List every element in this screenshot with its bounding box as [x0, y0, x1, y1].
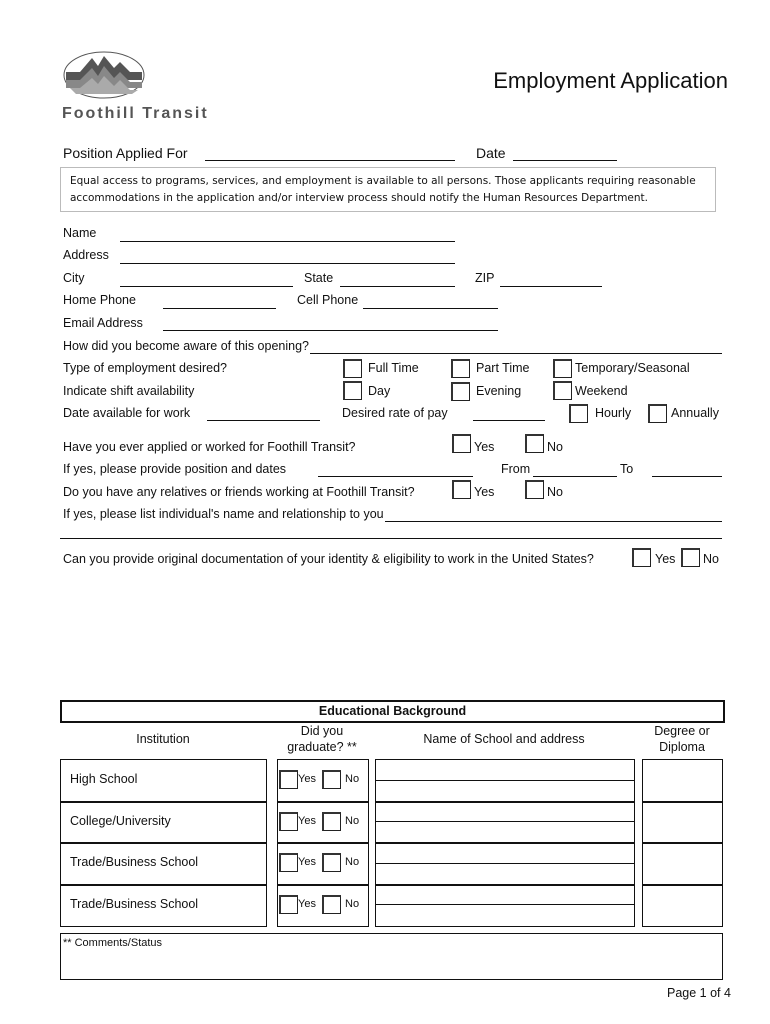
yes-label: Yes — [298, 897, 316, 910]
temporary-checkbox[interactable] — [553, 359, 572, 378]
relatives-label: Do you have any relatives or friends working at Foothill Transit? — [63, 485, 415, 499]
state-label: State — [304, 271, 334, 285]
degree-input[interactable] — [642, 842, 723, 886]
notice-line: Equal access to programs, services, and employment is available to all persons. Those applicants requiring reasonable — [70, 175, 696, 187]
no-label: No — [345, 773, 360, 785]
if-yes-list-label: If yes, please list individual's name and relationship to you — [63, 507, 384, 521]
school-address-input[interactable] — [375, 904, 634, 905]
degree-input[interactable] — [642, 759, 723, 803]
date-available-label: Date available for work — [63, 406, 191, 420]
annually-label: Annually — [671, 406, 719, 420]
institution-label: College/University — [70, 813, 171, 828]
institution-label: Trade/Business School — [70, 896, 199, 911]
cell-phone-input[interactable] — [363, 308, 498, 309]
full-time-checkbox[interactable] — [343, 359, 362, 378]
zip-input[interactable] — [500, 286, 602, 287]
documentation-no-checkbox[interactable] — [681, 548, 700, 567]
graduated-yes-checkbox[interactable] — [279, 770, 298, 789]
school-name-input[interactable] — [375, 884, 635, 928]
state-input[interactable] — [340, 286, 455, 287]
shift-label: Indicate shift availability — [63, 384, 195, 398]
relatives-no-checkbox[interactable] — [525, 480, 544, 499]
no-label: No — [547, 485, 563, 499]
from-label: From — [501, 462, 531, 476]
to-label: To — [620, 462, 634, 476]
institution-label: High School — [70, 772, 138, 786]
part-time-checkbox[interactable] — [451, 359, 470, 378]
institution-label: Trade/Business School — [70, 855, 199, 869]
weekend-checkbox[interactable] — [553, 381, 572, 400]
if-yes-position-label: If yes, please provide position and dates — [63, 462, 287, 476]
position-dates-input[interactable] — [318, 476, 473, 477]
yes-label: Yes — [474, 485, 495, 499]
evening-label: Evening — [476, 384, 522, 398]
home-phone-input[interactable] — [163, 308, 276, 309]
relatives-yes-checkbox[interactable] — [452, 480, 471, 499]
how-aware-input[interactable] — [310, 353, 722, 354]
graduated-yes-checkbox[interactable] — [279, 895, 298, 914]
page-title: Employment Application — [493, 68, 728, 93]
position-input[interactable] — [205, 160, 455, 161]
notice-line: accommodations in the application and/or interview process should notify the Human Resources Department. — [70, 192, 648, 204]
documentation-yes-checkbox[interactable] — [632, 548, 651, 567]
date-label: Date — [476, 145, 506, 161]
annually-checkbox[interactable] — [648, 404, 667, 423]
school-address-input[interactable] — [375, 863, 634, 864]
part-time-label: Part Time — [476, 361, 530, 375]
degree-input[interactable] — [642, 884, 723, 928]
graduated-yes-checkbox[interactable] — [279, 812, 298, 831]
email-input[interactable] — [163, 330, 498, 331]
notice-box — [60, 167, 716, 212]
graduated-no-checkbox[interactable] — [322, 770, 341, 789]
institution-header: Institution — [136, 732, 190, 746]
applied-no-checkbox[interactable] — [525, 434, 544, 453]
school-name-header: Name of School and address — [423, 732, 585, 746]
degree-input[interactable] — [642, 801, 723, 845]
comments-label: ** Comments/Status — [63, 937, 163, 949]
yes-label: Yes — [298, 856, 316, 868]
comments-box[interactable] — [60, 933, 723, 980]
weekend-label: Weekend — [575, 384, 628, 398]
city-input[interactable] — [120, 286, 293, 287]
graduated-no-checkbox[interactable] — [322, 895, 341, 914]
cell-phone-label: Cell Phone — [297, 293, 359, 307]
school-name-input[interactable] — [375, 759, 635, 803]
applied-before-label: Have you ever applied or worked for Foothill Transit? — [63, 440, 356, 454]
no-label: No — [345, 897, 360, 910]
no-label: No — [345, 856, 360, 868]
from-input[interactable] — [533, 476, 617, 477]
graduated-no-checkbox[interactable] — [322, 853, 341, 872]
logo-text: Foothill Transit — [62, 105, 209, 122]
day-checkbox[interactable] — [343, 381, 362, 400]
desired-rate-input[interactable] — [473, 420, 545, 421]
home-phone-label: Home Phone — [63, 293, 136, 307]
date-input[interactable] — [513, 160, 617, 161]
name-label: Name — [63, 226, 97, 240]
no-label: No — [703, 552, 719, 566]
email-label: Email Address — [63, 316, 143, 330]
type-employment-label: Type of employment desired? — [63, 361, 227, 375]
degree-header: Degree or — [654, 724, 710, 738]
day-label: Day — [368, 384, 391, 398]
graduated-no-checkbox[interactable] — [322, 812, 341, 831]
to-input[interactable] — [652, 476, 722, 477]
yes-label: Yes — [298, 773, 316, 785]
yes-label: Yes — [474, 440, 495, 454]
full-time-label: Full Time — [368, 361, 419, 375]
relatives-input-line2[interactable] — [60, 538, 722, 539]
degree-header: Diploma — [659, 740, 705, 754]
school-name-input[interactable] — [375, 801, 635, 845]
graduated-yes-checkbox[interactable] — [279, 853, 298, 872]
temporary-label: Temporary/Seasonal — [575, 361, 690, 375]
applied-yes-checkbox[interactable] — [452, 434, 471, 453]
no-label: No — [547, 440, 563, 454]
school-address-input[interactable] — [375, 821, 634, 822]
evening-checkbox[interactable] — [451, 382, 470, 401]
graduate-header: Did you — [300, 724, 344, 738]
desired-rate-label: Desired rate of pay — [342, 406, 448, 420]
hourly-checkbox[interactable] — [569, 404, 588, 423]
yes-label: Yes — [655, 552, 676, 566]
how-aware-label: How did you become aware of this opening? — [63, 339, 309, 353]
address-input[interactable] — [120, 263, 455, 264]
relatives-input[interactable] — [385, 521, 722, 522]
address-label: Address — [63, 248, 109, 262]
zip-label: ZIP — [475, 271, 495, 285]
hourly-label: Hourly — [595, 406, 632, 420]
yes-label: Yes — [298, 814, 316, 827]
position-label: Position Applied For — [63, 145, 188, 161]
school-address-input[interactable] — [375, 780, 634, 781]
education-header: Educational Background — [60, 700, 725, 723]
documentation-label: Can you provide original documentation of your identity & eligibility to work in the United States? — [63, 552, 594, 566]
name-input[interactable] — [120, 241, 455, 242]
foothill-logo-icon — [62, 50, 146, 103]
city-label: City — [63, 271, 85, 285]
school-name-input[interactable] — [375, 842, 635, 886]
date-available-input[interactable] — [207, 420, 320, 421]
graduate-header: graduate? ** — [287, 740, 357, 754]
page-number: Page 1 of 4 — [667, 986, 731, 1000]
no-label: No — [345, 814, 360, 827]
